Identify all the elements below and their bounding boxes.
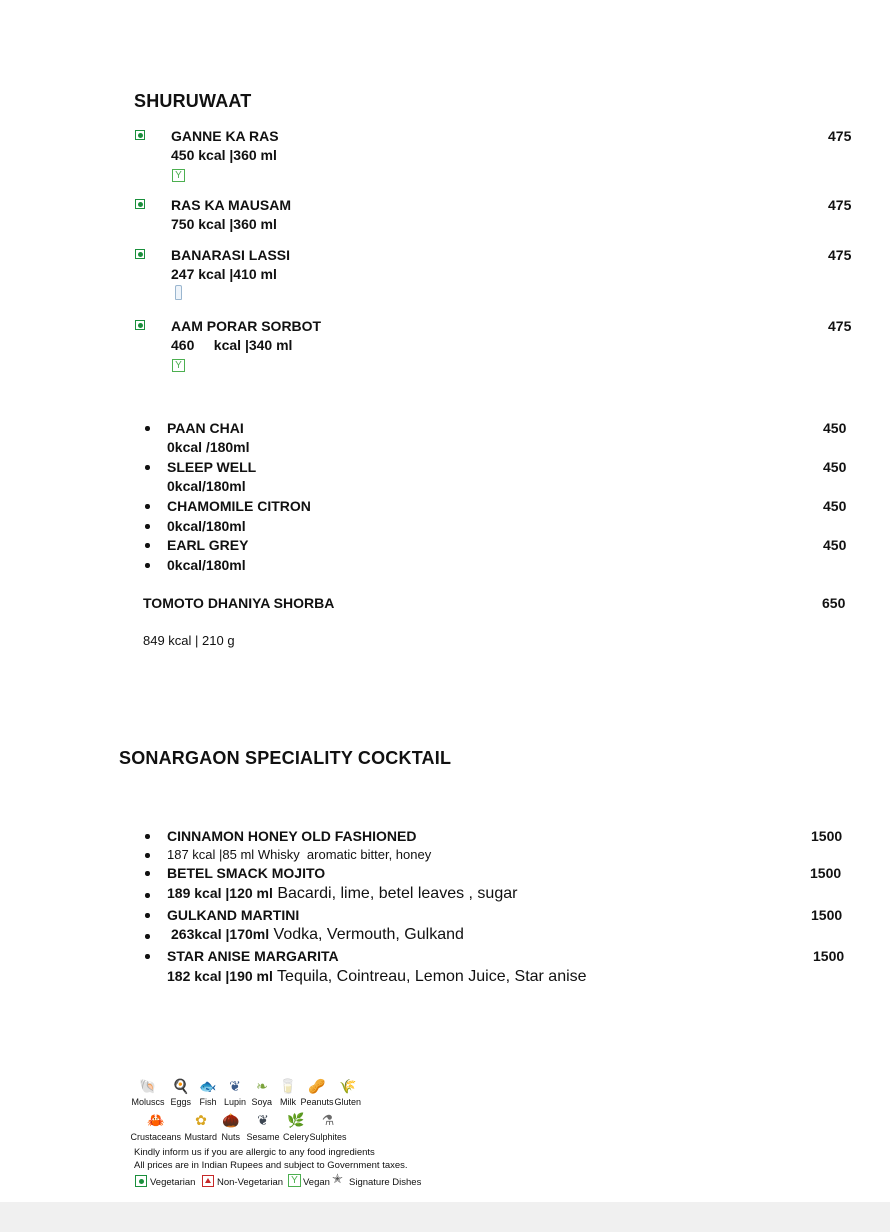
shell-icon: 🐚 [139, 1078, 157, 1094]
celery-icon: 🌿 [287, 1112, 305, 1128]
mustard-icon: ✿ [195, 1112, 207, 1128]
vegan-icon: Y [172, 359, 185, 372]
cocktail-price: 1500 [811, 907, 843, 923]
cocktail-kcal: 187 kcal |85 ml [167, 847, 255, 862]
allergen-label: Gluten [334, 1097, 362, 1107]
page-bottom-band [0, 1202, 890, 1232]
bullet [145, 834, 150, 839]
item-price: 475 [828, 318, 852, 334]
tea-name: CHAMOMILE CITRON [167, 498, 311, 514]
tea-detail: 0kcal/180ml [167, 478, 246, 494]
allergen-label: Crustaceans [130, 1132, 182, 1142]
item-price: 475 [828, 128, 852, 144]
allergen-label: Eggs [170, 1097, 192, 1107]
cocktail-desc: Whisky aromatic bitter, honey [254, 847, 432, 862]
section-title-shuruwaat: SHURUWAAT [134, 91, 252, 111]
cocktail-name: STAR ANISE MARGARITA [167, 948, 339, 964]
cocktail-name: BETEL SMACK MOJITO [167, 865, 326, 881]
bullet [145, 871, 150, 876]
star-icon: ✭ [332, 1171, 343, 1186]
bullet [145, 913, 150, 918]
cocktail-price: 1500 [811, 828, 843, 844]
allergen-label: Lupin [224, 1097, 247, 1107]
crab-icon: 🦀 [147, 1112, 165, 1128]
cocktail-desc: Vodka, Vermouth, Gulkand [269, 926, 464, 943]
allergen-label: Peanuts [300, 1097, 334, 1107]
tea-price: 450 [823, 459, 847, 475]
cocktail-desc: Bacardi, lime, betel leaves , sugar [272, 885, 518, 902]
bullet [145, 893, 150, 898]
key-signature: Signature Dishes [349, 1177, 422, 1188]
key-vegan: Vegan [303, 1177, 330, 1188]
item-detail: 247 kcal |410 ml [171, 266, 277, 282]
cocktail-kcal: 189 kcal |120 ml [167, 885, 273, 901]
cocktail-price: 1500 [810, 865, 842, 881]
allergen-label: Nuts [221, 1132, 241, 1142]
bullet [145, 954, 150, 959]
item-name: AAM PORAR SORBOT [171, 318, 322, 334]
allergen-label: Sulphites [309, 1132, 347, 1142]
bullet [145, 465, 150, 470]
shorba-detail: 849 kcal | 210 g [143, 633, 235, 648]
veg-icon [135, 130, 145, 140]
allergen-label: Mustard [184, 1132, 218, 1142]
cocktail-detail [167, 885, 517, 903]
nuts-icon: 🌰 [222, 1112, 240, 1128]
price-note: All prices are in Indian Rupees and subject to Government taxes. [134, 1160, 408, 1171]
bullet [145, 563, 150, 568]
cocktail-kcal: 182 kcal |190 ml [167, 968, 273, 984]
allergen-label: Soya [251, 1097, 273, 1107]
fish-icon: 🐟 [199, 1078, 217, 1094]
cocktail-detail [167, 968, 587, 986]
item-detail: 460 kcal |340 ml [171, 337, 293, 353]
cocktail-name: CINNAMON HONEY OLD FASHIONED [167, 828, 417, 844]
sesame-icon: ❦ [257, 1112, 269, 1128]
item-detail: 450 kcal |360 ml [171, 147, 277, 163]
tea-price: 450 [823, 498, 847, 514]
tea-price: 450 [823, 537, 847, 553]
tea-detail: 0kcal /180ml [167, 439, 250, 455]
allergen-label: Celery [283, 1132, 310, 1142]
tea-price: 450 [823, 420, 847, 436]
item-price: 475 [828, 197, 852, 213]
bullet [145, 934, 150, 939]
gluten-icon: 🌾 [339, 1078, 357, 1094]
bullet [145, 504, 150, 509]
bullet [145, 543, 150, 548]
shorba-name: TOMOTO DHANIYA SHORBA [143, 595, 335, 611]
tea-name: SLEEP WELL [167, 459, 257, 475]
milk-icon [175, 285, 182, 300]
allergen-label: Sesame [246, 1132, 280, 1142]
egg-icon: 🍳 [172, 1078, 190, 1094]
item-detail: 750 kcal |360 ml [171, 216, 277, 232]
bullet [145, 524, 150, 529]
allergen-label: Fish [199, 1097, 217, 1107]
item-name: RAS KA MAUSAM [171, 197, 292, 213]
milk-icon: 🥛 [279, 1078, 297, 1094]
section-title-cocktails: SONARGAON SPECIALITY COCKTAIL [119, 748, 452, 768]
key-vegetarian: Vegetarian [150, 1177, 196, 1188]
item-name: BANARASI LASSI [171, 247, 291, 263]
cocktail-desc: Tequila, Cointreau, Lemon Juice, Star anise [272, 968, 587, 985]
key-non-vegetarian: Non-Vegetarian [217, 1177, 284, 1188]
vegan-icon: Y [172, 169, 185, 182]
cocktail-detail [171, 926, 464, 944]
non-veg-icon [202, 1175, 214, 1187]
cocktail-name: GULKAND MARTINI [167, 907, 300, 923]
bullet [145, 853, 150, 858]
tea-name: PAAN CHAI [167, 420, 244, 436]
vegan-icon: Y [288, 1174, 301, 1187]
cocktail-price: 1500 [813, 948, 845, 964]
lupin-icon: ❦ [229, 1078, 241, 1094]
flask-icon: ⚗ [321, 1112, 335, 1128]
tea-detail: 0kcal/180ml [167, 518, 246, 534]
soya-icon: ❧ [256, 1078, 268, 1094]
tea-detail: 0kcal/180ml [167, 557, 246, 573]
cocktail-kcal: 263kcal |170ml [171, 926, 270, 942]
cocktail-detail [167, 847, 431, 862]
allergen-label: Milk [280, 1097, 296, 1107]
item-name: GANNE KA RAS [171, 128, 279, 144]
bullet [145, 426, 150, 431]
allergy-note: Kindly inform us if you are allergic to any food ingredients [134, 1147, 375, 1158]
veg-icon [135, 249, 145, 259]
veg-icon [135, 320, 145, 330]
allergen-label: Moluscs [131, 1097, 165, 1107]
veg-icon [135, 1175, 147, 1187]
tea-name: EARL GREY [167, 537, 249, 553]
veg-icon [135, 199, 145, 209]
shorba-price: 650 [822, 595, 846, 611]
peanut-icon: 🥜 [308, 1078, 326, 1094]
item-price: 475 [828, 247, 852, 263]
